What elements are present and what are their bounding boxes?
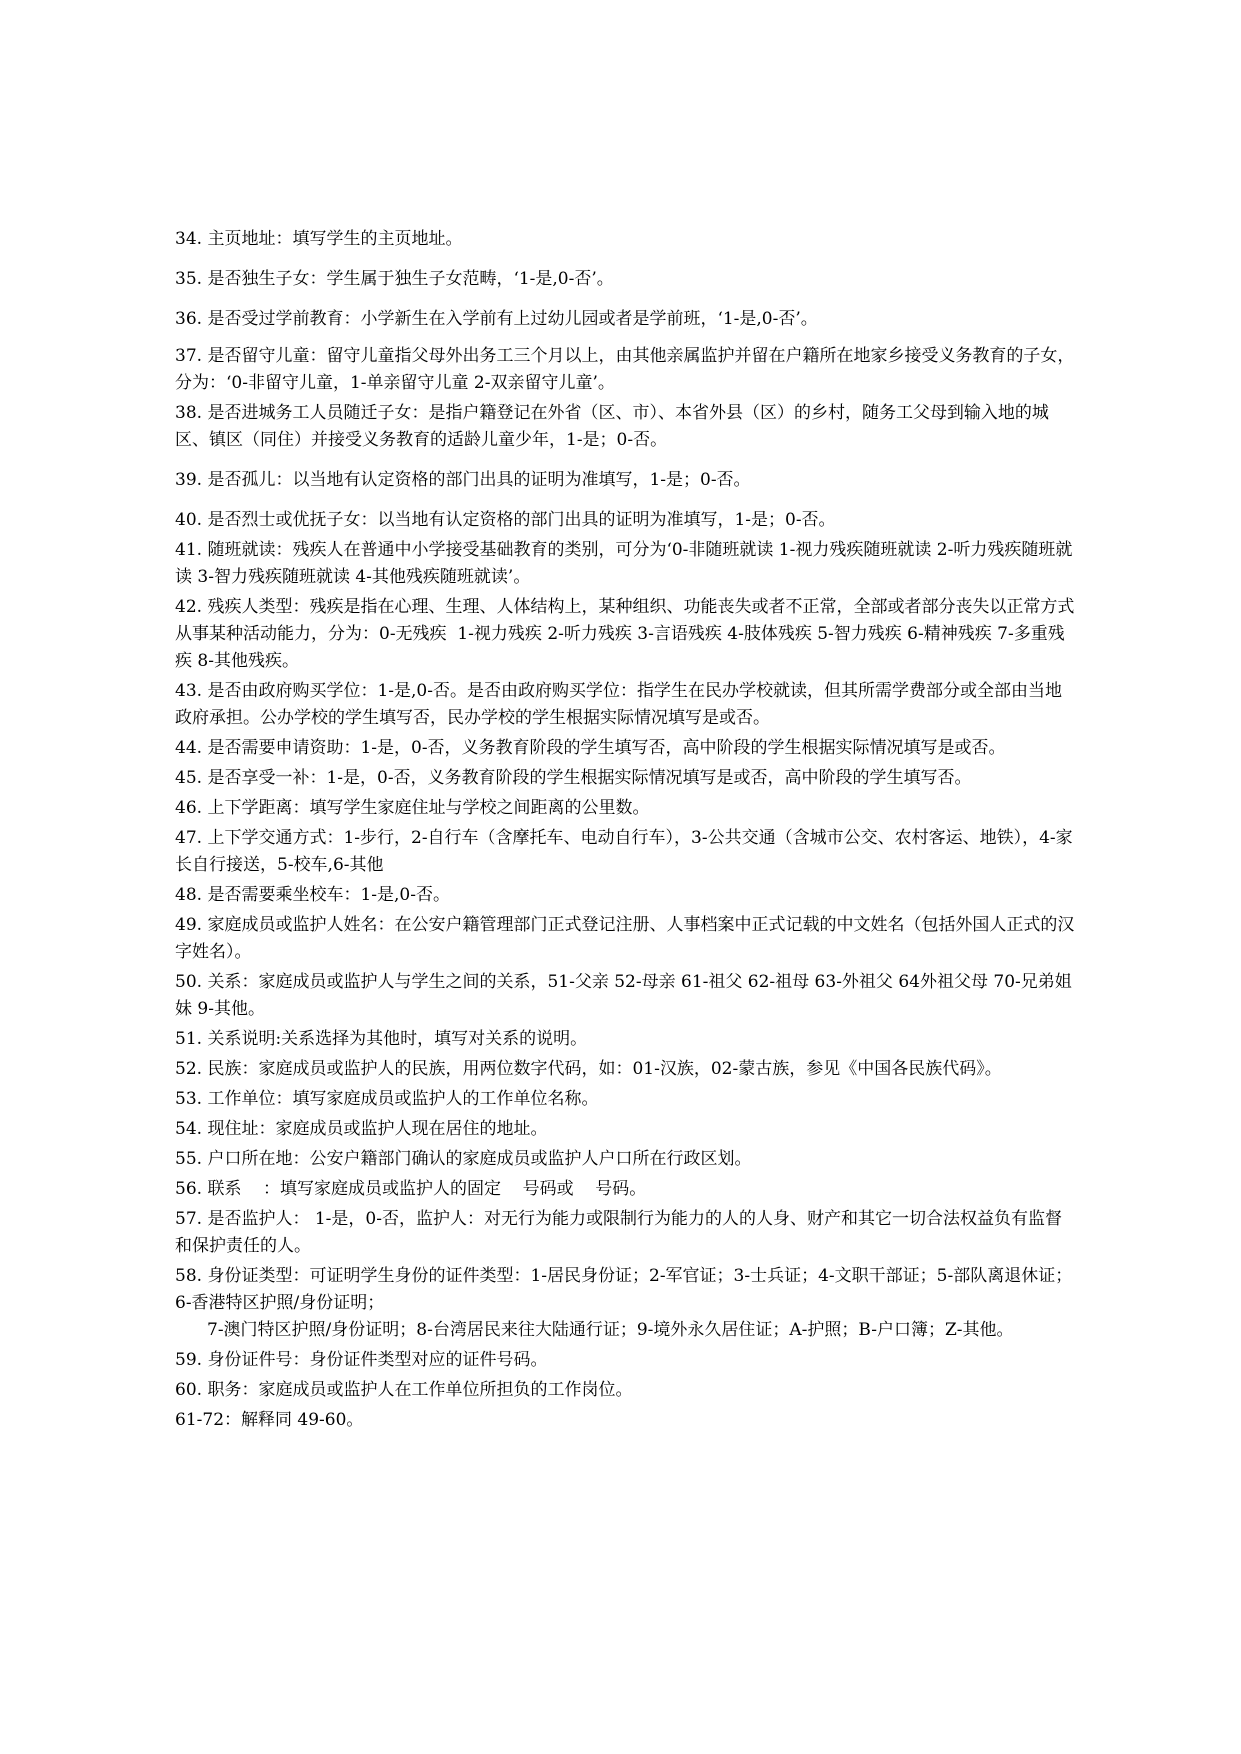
item-44: 44. 是否需要申请资助：1-是，0-否，义务教育阶段的学生填写否，高中阶段的学生根据实际情况填写是或否。 xyxy=(175,738,1006,758)
item-40: 40. 是否烈士或优抚子女：以当地有认定资格的部门出具的证明为准填写，1-是；0-否。 xyxy=(175,510,836,530)
item-41: 41. 随班就读：残疾人在普通中小学接受基础教育的类别，可分为‘0-非随班就读 1-视力残疾随班就读 2-听力残疾随班就读 3-智力残疾随班就读 4-其他残疾随班就读’。 xyxy=(175,540,1073,587)
item-61-72: 61-72：解释同 49-60。 xyxy=(175,1410,364,1430)
item-37: 37. 是否留守儿童：留守儿童指父母外出务工三个月以上，由其他亲属监护并留在户籍所在地家乡接受义务教育的子女，分为：‘0-非留守儿童，1-单亲留守儿童 2-双亲留守儿童’。 xyxy=(175,346,1075,393)
item-39: 39. 是否孤儿：以当地有认定资格的部门出具的证明为准填写，1-是；0-否。 xyxy=(175,470,751,490)
item-60: 60. 职务：家庭成员或监护人在工作单位所担负的工作岗位。 xyxy=(175,1380,633,1400)
item-35: 35. 是否独生子女：学生属于独生子女范畴，‘1-是,0-否’。 xyxy=(175,269,614,289)
item-55: 55. 户口所在地：公安户籍部门确认的家庭成员或监护人户口所在行政区划。 xyxy=(175,1149,752,1169)
item-38: 38. 是否进城务工人员随迁子女：是指户籍登记在外省（区、市）、本省外县（区）的乡村，随务工父母到输入地的城区、镇区（同住）并接受义务教育的适龄儿童少年，1-是；0-否。 xyxy=(175,403,1049,450)
item-57: 57. 是否监护人： 1-是，0-否，监护人：对无行为能力或限制行为能力的人的人身、财产和其它一切合法权益负有监督和保护责任的人。 xyxy=(175,1209,1062,1256)
item-58-continued: 7-澳门特区护照/身份证明；8-台湾居民来往大陆通行证；9-境外永久居住证；A-护照；B-户口簿；Z-其他。 xyxy=(207,1320,1014,1340)
item-54: 54. 现住址：家庭成员或监护人现在居住的地址。 xyxy=(175,1119,548,1139)
item-56: 56. 联系 ：填写家庭成员或监护人的固定 号码或 号码。 xyxy=(175,1179,647,1199)
item-45: 45. 是否享受一补：1-是，0-否，义务教育阶段的学生根据实际情况填写是或否，高中阶段的学生填写否。 xyxy=(175,768,972,788)
item-51: 51. 关系说明:关系选择为其他时，填写对关系的说明。 xyxy=(175,1029,588,1049)
item-43: 43. 是否由政府购买学位：1-是,0-否。是否由政府购买学位：指学生在民办学校就读，但其所需学费部分或全部由当地政府承担。公办学校的学生填写否，民办学校的学生根据实际情况填写是或否。 xyxy=(175,681,1062,728)
item-34: 34. 主页地址：填写学生的主页地址。 xyxy=(175,229,463,249)
item-59: 59. 身份证件号：身份证件类型对应的证件号码。 xyxy=(175,1350,548,1370)
item-36: 36. 是否受过学前教育：小学新生在入学前有上过幼儿园或者是学前班，‘1-是,0-否’。 xyxy=(175,309,818,329)
item-48: 48. 是否需要乘坐校车：1-是,0-否。 xyxy=(175,885,450,905)
item-47: 47. 上下学交通方式：1-步行，2-自行车（含摩托车、电动自行车），3-公共交通（含城市公交、农村客运、地铁），4-家长自行接送，5-校车,6-其他 xyxy=(175,828,1073,875)
document-body xyxy=(175,226,1075,1434)
item-50: 50. 关系：家庭成员或监护人与学生之间的关系，51-父亲 52-母亲 61-祖父 62-祖母 63-外祖父 64外祖父母 70-兄弟姐妹 9-其他。 xyxy=(175,972,1072,1019)
item-58: 58. 身份证类型：可证明学生身份的证件类型：1-居民身份证；2-军官证；3-士兵证；4-文职干部证；5-部队离退休证；6-香港特区护照/身份证明； xyxy=(175,1266,1073,1313)
item-42: 42. 残疾人类型：残疾是指在心理、生理、人体结构上，某种组织、功能丧失或者不正常，全部或者部分丧失以正常方式从事某种活动能力，分为：0-无残疾 1-视力残疾 2-听力残疾 3-言语残疾 4-肢体残疾 5-智力残疾 6-精神残疾 7-多重残疾 8-其他残疾。 xyxy=(175,597,1075,671)
item-53: 53. 工作单位：填写家庭成员或监护人的工作单位名称。 xyxy=(175,1089,599,1109)
item-46: 46. 上下学距离：填写学生家庭住址与学校之间距离的公里数。 xyxy=(175,798,650,818)
item-49: 49. 家庭成员或监护人姓名：在公安户籍管理部门正式登记注册、人事档案中正式记载的中文姓名（包括外国人正式的汉字姓名）。 xyxy=(175,915,1075,962)
item-52: 52. 民族：家庭成员或监护人的民族，用两位数字代码，如：01-汉族，02-蒙古族，参见《中国各民族代码》。 xyxy=(175,1059,1002,1079)
